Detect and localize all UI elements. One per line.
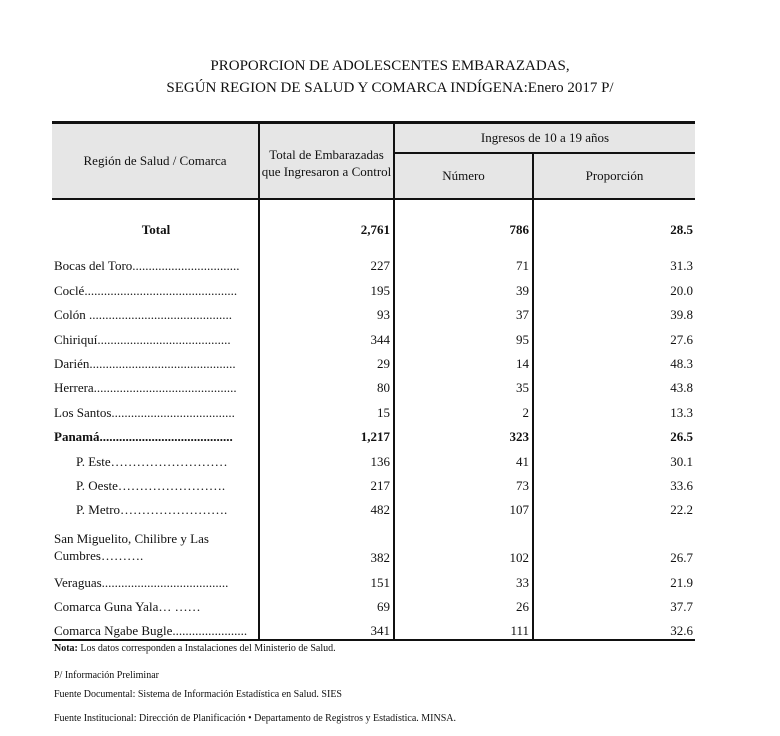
header-total: Total de Embarazadas que Ingresaron a Control — [259, 123, 394, 200]
cell-proporcion: 31.3 — [670, 258, 694, 274]
header-numero: Número — [394, 153, 533, 199]
cell-numero: 37 — [394, 299, 533, 323]
row-name: Chiriquí......................................... — [52, 323, 259, 347]
table-row — [52, 591, 695, 615]
cell-proporcion: 22.2 — [670, 502, 694, 518]
cell-proporcion: 26.7 — [670, 550, 694, 566]
cell-total: 2,761 — [259, 210, 394, 250]
note — [54, 643, 336, 654]
cell-proporcion: 21.9 — [670, 574, 694, 590]
cell-numero: 39 — [394, 274, 533, 298]
cell-numero: 73 — [394, 470, 533, 494]
note-text: Los datos corresponden a Instalaciones del Ministerio de Salud. — [77, 643, 336, 654]
cell-total: 195 — [259, 274, 394, 298]
cell-proporcion: 33.6 — [670, 477, 694, 493]
cell-proporcion: 37.7 — [670, 599, 694, 615]
header-ingresos: Ingresos de 10 a 19 años — [394, 123, 695, 154]
row-name: Los Santos...................................... — [52, 396, 259, 420]
cell-numero: 111 — [394, 615, 533, 640]
row-name: Herrera............................................ — [52, 372, 259, 396]
row-name: Comarca Guna Yala… …… — [52, 591, 259, 615]
cell-proporcion: 32.6 — [533, 615, 695, 640]
cell-numero: 33 — [394, 566, 533, 590]
table-row — [52, 323, 695, 347]
cell-total: 382 — [259, 518, 394, 566]
cell-proporcion: 28.5 — [670, 222, 694, 237]
header-region: Región de Salud / Comarca — [52, 123, 259, 200]
row-name: San Miguelito, Chilibre y Las Cumbres………. — [52, 518, 259, 566]
cell-proporcion: 48.3 — [670, 355, 694, 371]
table-row — [52, 396, 695, 420]
cell-numero: 2 — [394, 396, 533, 420]
table-row — [52, 250, 695, 274]
table-row — [52, 421, 695, 445]
cell-total: 151 — [259, 566, 394, 590]
cell-proporcion: 26.5 — [670, 429, 694, 445]
table-row — [52, 615, 695, 640]
row-name: Bocas del Toro................................. — [52, 250, 259, 274]
row-name: Total — [52, 210, 259, 250]
cell-total: 136 — [259, 445, 394, 469]
cell-total: 344 — [259, 323, 394, 347]
cell-total: 227 — [259, 250, 394, 274]
row-name: Colón ............................................ — [52, 299, 259, 323]
cell-numero: 14 — [394, 348, 533, 372]
title-line-2: SEGÚN REGION DE SALUD Y COMARCA INDÍGENA:Enero 2017 P/ — [166, 80, 614, 96]
cell-numero: 41 — [394, 445, 533, 469]
row-name: Comarca Ngabe Bugle....................... — [52, 615, 259, 640]
table-row — [52, 470, 695, 494]
cell-total: 29 — [259, 348, 394, 372]
cell-numero: 35 — [394, 372, 533, 396]
row-name: Panamá......................................... — [52, 421, 259, 445]
row-name: P. Este……………………… — [52, 445, 259, 469]
header-proporcion: Proporción — [533, 153, 695, 199]
cell-proporcion: 27.6 — [670, 331, 694, 347]
table-row — [52, 566, 695, 590]
cell-proporcion: 20.0 — [670, 282, 694, 298]
table-row — [52, 372, 695, 396]
cell-proporcion: 13.3 — [670, 404, 694, 420]
data-table — [52, 121, 695, 641]
cell-total: 80 — [259, 372, 394, 396]
title-line-1: PROPORCION DE ADOLESCENTES EMBARAZADAS, — [210, 58, 570, 74]
cell-numero: 71 — [394, 250, 533, 274]
cell-proporcion: 39.8 — [670, 307, 694, 323]
cell-numero: 95 — [394, 323, 533, 347]
cell-proporcion: 43.8 — [670, 380, 694, 396]
cell-total: 482 — [259, 494, 394, 518]
table-row — [52, 274, 695, 298]
cell-numero: 102 — [394, 518, 533, 566]
note-label: Nota: — [54, 643, 78, 654]
cell-total: 15 — [259, 396, 394, 420]
preliminar-note: P/ Información Preliminar — [54, 670, 159, 681]
fuente-documental: Fuente Documental: Sistema de Información Estadística en Salud. SIES — [54, 689, 342, 700]
table-row — [52, 494, 695, 518]
cell-numero: 107 — [394, 494, 533, 518]
row-name: Veraguas....................................... — [52, 566, 259, 590]
cell-proporcion: 30.1 — [670, 453, 694, 469]
table-row — [52, 299, 695, 323]
row-name: Coclé............................................... — [52, 274, 259, 298]
cell-numero: 26 — [394, 591, 533, 615]
cell-total: 69 — [259, 591, 394, 615]
row-name: P. Oeste……………………. — [52, 470, 259, 494]
table-row — [52, 518, 695, 566]
fuente-institucional: Fuente Institucional: Dirección de Planificación • Departamento de Registros y Estadística. MINSA. — [54, 713, 457, 724]
row-name: Darién............................................. — [52, 348, 259, 372]
cell-numero: 323 — [394, 421, 533, 445]
row-name: P. Metro……………………. — [52, 494, 259, 518]
table-row — [52, 348, 695, 372]
table-row-total — [52, 210, 695, 250]
cell-total: 1,217 — [259, 421, 394, 445]
cell-total: 341 — [259, 615, 394, 640]
cell-numero: 786 — [394, 210, 533, 250]
cell-total: 93 — [259, 299, 394, 323]
table-row — [52, 445, 695, 469]
cell-total: 217 — [259, 470, 394, 494]
